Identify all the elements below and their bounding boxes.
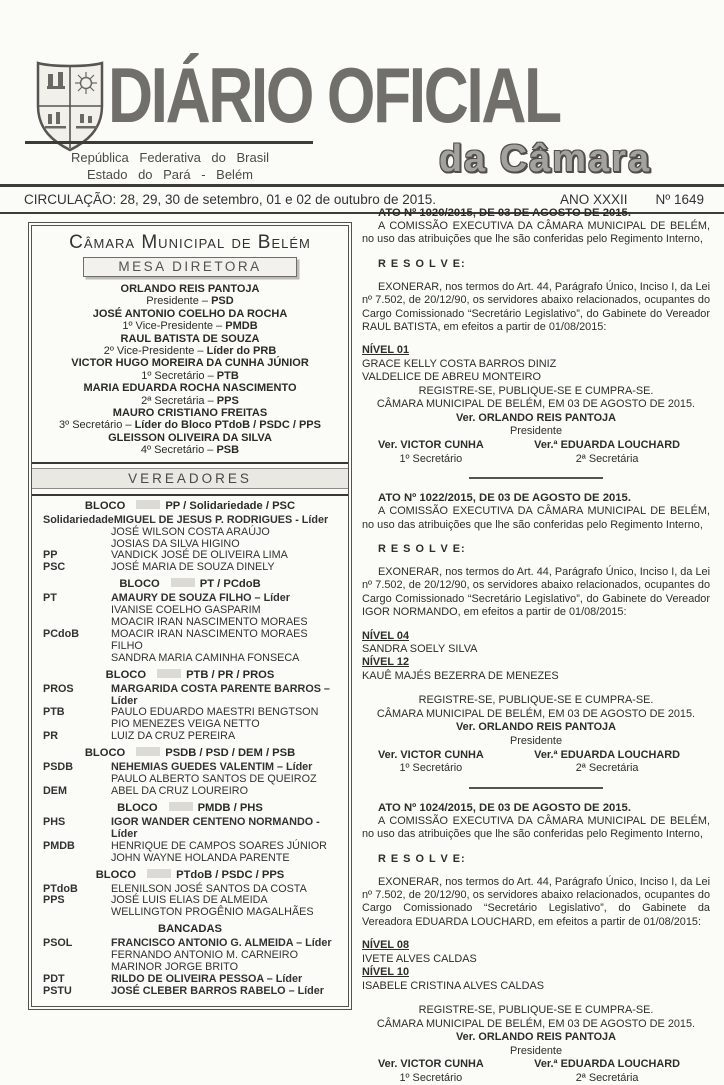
party-label: PROS: [43, 682, 74, 695]
resolve-heading: R E S O L V E:: [378, 852, 466, 865]
member-role: [39, 345, 341, 357]
servant-name: IVETE ALVES CALDAS: [362, 952, 477, 965]
edition-number: Nº 1649: [655, 192, 704, 207]
register-line: REGISTRE-SE, PUBLIQUE-SE E CUMPRA-SE.: [418, 694, 654, 707]
bloc-header: [39, 578, 341, 591]
level-label: NÍVEL 01: [362, 344, 410, 357]
party-label: [39, 907, 111, 919]
member-name: JOSÉ MARIA DE SOUZA DINELY: [111, 561, 275, 574]
party-label: [39, 853, 111, 865]
party-label: PTdoB: [43, 882, 78, 895]
council-directory-box: [28, 222, 352, 1010]
member-name: JOSÉ WILSON COSTA ARAÚJO: [111, 525, 270, 538]
council-member-row: [39, 629, 341, 653]
secretaries-signatures: [362, 439, 710, 466]
party-label: PCdoB: [43, 627, 79, 640]
secretary-name: Ver. VICTOR CUNHA: [378, 439, 484, 452]
party-label: Solidariedade: [43, 513, 114, 526]
year-label: ANO XXXII: [560, 192, 628, 207]
bloc-parties: PTdoB / PSDC / PPS: [176, 868, 285, 881]
member-role: [39, 320, 341, 332]
party-label: [39, 653, 111, 665]
council-member-row: [39, 907, 341, 919]
secretary-role: 2ª Secretária: [575, 1071, 639, 1084]
register-line: REGISTRE-SE, PUBLIQUE-SE E CUMPRA-SE.: [418, 1003, 654, 1016]
member-name: MIGUEL DE JESUS P. RODRIGUES - Líder: [113, 513, 329, 526]
camara-line: CÂMARA MUNICIPAL DE BELÉM, EM 03 DE AGOSTO DE 2015.: [376, 1017, 696, 1030]
president-signature: Ver. ORLANDO REIS PANTOJA: [456, 1031, 616, 1044]
bloc-header: [39, 869, 341, 882]
gazette-title: DIÁRIO OFICIAL: [108, 51, 560, 139]
party-text: PSD: [211, 295, 234, 308]
divider-rule: [32, 494, 348, 496]
levels-list: [362, 344, 710, 384]
ato-intro: A COMISSÃO EXECUTIVA DA CÂMARA MUNICIPAL DE BELÉM, no uso das atribuições que lhe são conferidas pelo Regimento Interno,: [362, 505, 710, 531]
role-text: 4º Secretário –: [140, 444, 214, 457]
acts-column: [362, 206, 710, 1085]
council-member-row: [39, 853, 341, 865]
council-title: Câmara Municipal de Belém: [69, 232, 311, 253]
secretary-name: Ver. VICTOR CUNHA: [378, 1058, 484, 1071]
ato-title: ATO Nº 1020/2015, DE 03 DE AGOSTO DE 2015.: [378, 207, 631, 219]
bloc-label: BLOCO: [95, 868, 137, 881]
secretary-name: Ver.ª EDUARDA LOUCHARD: [534, 748, 680, 761]
member-name: MARINOR JORGE BRITO: [111, 961, 238, 974]
bloc-label: BLOCO: [105, 668, 147, 681]
secretaries-signatures: [362, 1058, 710, 1085]
council-member-row: [39, 562, 341, 574]
member-name: JOHN WAYNE HOLANDA PARENTE: [111, 851, 290, 864]
secretary-1: [378, 749, 484, 776]
member-name: PAULO ALBERTO SANTOS DE QUEIROZ: [111, 773, 317, 786]
party-label: PHS: [43, 815, 66, 828]
shade-mark: [171, 578, 195, 587]
member-name: JOSÉ LUIS ELIAS DE ALMEIDA: [111, 894, 268, 907]
act-divider: [469, 787, 603, 789]
secretary-1: [378, 1058, 484, 1085]
member-name: VICTOR HUGO MOREIRA DA CUNHA JÚNIOR: [71, 357, 309, 370]
divider-rule: [32, 462, 348, 464]
secretary-name: Ver.ª EDUARDA LOUCHARD: [534, 439, 680, 452]
member-name: LUIZ DA CRUZ PEREIRA: [111, 730, 236, 743]
council-member-row: [39, 841, 341, 853]
member-role: [39, 295, 341, 307]
role-text: 3º Secretário –: [59, 419, 132, 432]
role-text: 2º Vice-Presidente –: [103, 345, 204, 358]
mesa-member: [39, 382, 341, 407]
secretary-role: 1º Secretário: [399, 452, 463, 465]
president-role: Presidente: [509, 425, 563, 438]
party-text: Líder do Bloco PTdoB / PSDC / PPS: [134, 419, 321, 432]
level-label: NÍVEL 10: [362, 966, 410, 979]
president-signature: Ver. ORLANDO REIS PANTOJA: [456, 411, 616, 424]
ato-body: EXONERAR, nos termos do Art. 44, Parágrafo Único, Inciso I, da Lei nº 7.502, de 20/12/90, os servidores abaixo relacionados, ocupantes do Cargo Comissionado “Secretário Legislativo”, do Gabinete do Vereador IGOR NORMANDO, em efeitos a partir de 01/08/2015:: [362, 566, 710, 619]
party-label: [39, 605, 111, 617]
member-name: ABEL DA CRUZ LOUREIRO: [111, 785, 248, 797]
federation-line-1: República Federativa do Brasil: [70, 150, 270, 165]
party-label: DEM: [43, 785, 67, 797]
shade-mark: [136, 500, 160, 509]
member-name: NEHEMIAS GUEDES VALENTIM – Líder: [111, 761, 313, 774]
member-name: HENRIQUE DE CAMPOS SOARES JÚNIOR: [111, 839, 327, 852]
mesa-member: [39, 407, 341, 432]
mesa-diretora-heading: MESA DIRETORA: [83, 257, 297, 277]
ato-body: EXONERAR, nos termos do Art. 44, Parágrafo Único, Inciso I, da Lei nº 7.502, de 20/12/90, os servidores abaixo relacionados, ocupantes do Cargo Comissionado “Secretário Legislativo”, do Gabinete da Vereadora EDUARDA LOUCHARD, em efeitos a partir de 01/08/2015:: [362, 875, 710, 928]
member-name: RILDO DE OLIVEIRA PESSOA – Líder: [111, 972, 303, 985]
bancadas-heading: BANCADAS: [157, 923, 223, 936]
closing-block: [362, 1004, 710, 1058]
secretary-role: 1º Secretário: [399, 1071, 463, 1084]
party-label: PSOL: [43, 937, 73, 950]
gazette-subtitle: da Câmara: [438, 138, 652, 180]
ato-intro: A COMISSÃO EXECUTIVA DA CÂMARA MUNICIPAL DE BELÉM, no uso das atribuições que lhe são conferidas pelo Regimento Interno,: [362, 814, 710, 841]
role-text: 1º Vice-Presidente –: [122, 320, 223, 333]
member-name: IVANISE COELHO GASPARIM: [111, 604, 261, 617]
member-name: MARGARIDA COSTA PARENTE BARROS – Líder: [111, 682, 330, 707]
council-member-row: [39, 653, 341, 665]
member-role: [39, 370, 341, 382]
camara-line: CÂMARA MUNICIPAL DE BELÉM, EM 03 DE AGOSTO DE 2015.: [376, 398, 696, 411]
role-text: 2ª Secretária –: [141, 394, 214, 407]
member-name: AMAURY DE SOUZA FILHO – Líder: [111, 592, 290, 605]
secretary-role: 2ª Secretária: [575, 762, 639, 775]
party-label: PSC: [43, 561, 66, 574]
level-label: NÍVEL 12: [362, 656, 410, 669]
party-label: PMDB: [43, 839, 75, 852]
council-member-row: [39, 684, 341, 708]
party-label: [39, 527, 111, 539]
member-name: MOACIR IRAN NASCIMENTO MORAES FILHO: [111, 627, 308, 652]
secretary-role: 2ª Secretária: [575, 452, 639, 465]
member-name: WELLINGTON PROGÊNIO MAGALHÃES: [111, 906, 314, 919]
level-label: NÍVEL 04: [362, 629, 410, 642]
member-name: PAULO EDUARDO MAESTRI BENGTSON: [111, 706, 319, 719]
ato-title: ATO Nº 1022/2015, DE 03 DE AGOSTO DE 2015.: [378, 492, 631, 505]
servant-name: GRACE KELLY COSTA BARROS DINIZ: [362, 357, 557, 370]
council-member-row: [39, 817, 341, 841]
member-name: GLEISSON OLIVEIRA DA SILVA: [108, 431, 272, 444]
bloc-label: BLOCO: [84, 747, 126, 760]
federation-line-2: Estado do Pará - Belém: [86, 167, 254, 182]
federation-lines: [28, 149, 312, 183]
mesa-member: [39, 283, 341, 308]
council-member-row: [39, 515, 341, 527]
member-name: IGOR WANDER CENTENO NORMANDO - Líder: [111, 815, 320, 840]
resolve-heading: R E S O L V E:: [378, 257, 466, 270]
secretary-2: [534, 439, 680, 466]
mesa-member: [39, 308, 341, 333]
bloc-label: BLOCO: [117, 801, 158, 814]
council-member-row: [39, 786, 341, 798]
member-role: [39, 444, 341, 456]
bloc-parties: PMDB / PHS: [197, 801, 263, 814]
secretary-2: [534, 1058, 680, 1085]
shade-mark: [169, 802, 193, 811]
president-signature: Ver. ORLANDO REIS PANTOJA: [456, 721, 616, 734]
mesa-member: [39, 333, 341, 358]
bloc-parties: PT / PCdoB: [199, 578, 261, 591]
bloc-label: BLOCO: [119, 578, 160, 591]
party-label: [39, 950, 111, 962]
president-role: Presidente: [509, 735, 563, 748]
bloc-parties: PSDB / PSD / DEM / PSB: [165, 747, 296, 760]
ato-body: EXONERAR, nos termos do Art. 44, Parágrafo Único, Inciso I, da Lei nº 7.502, de 20/12/90, os servidores abaixo relacionados, ocupantes do Cargo Comissionado “Secretário Legislativo”, do Gabinete do Vereador RAUL BATISTA, em efeitos a partir de 01/08/2015:: [362, 280, 710, 334]
bloc-parties: PTB / PR / PROS: [186, 668, 275, 681]
ato-title: ATO Nº 1024/2015, DE 03 DE AGOSTO DE 2015.: [378, 801, 631, 814]
member-name: MARIA EDUARDA ROCHA NASCIMENTO: [83, 382, 297, 395]
member-name: JOSÉ ANTONIO COELHO DA ROCHA: [92, 307, 288, 320]
party-label: PP: [43, 549, 58, 562]
member-name: FRANCISCO ANTONIO G. ALMEIDA – Líder: [111, 937, 332, 950]
party-text: PMDB: [225, 320, 258, 333]
member-name: JOSÉ CLEBER BARROS RABELO – Líder: [111, 984, 324, 997]
member-name: MOACIR IRAN NASCIMENTO MORAES: [111, 616, 308, 629]
party-text: Líder do PRB: [206, 345, 277, 358]
closing-block: [362, 694, 710, 748]
council-member-row: [39, 731, 341, 743]
secretary-role: 1º Secretário: [399, 762, 463, 775]
levels-list: [362, 939, 710, 993]
member-name: SANDRA MARIA CAMINHA FONSECA: [111, 651, 300, 664]
ato-1024: [362, 801, 710, 1085]
bloc-header: [39, 747, 341, 760]
member-role: [39, 395, 341, 407]
ato-1022: [362, 491, 710, 776]
bloc-header: [39, 802, 341, 815]
member-name: VANDICK JOSÉ DE OLIVEIRA LIMA: [111, 549, 288, 562]
secretary-1: [378, 439, 484, 466]
ato-intro: A COMISSÃO EXECUTIVA DA CÂMARA MUNICIPAL DE BELÉM, no uso das atribuições que lhe são conferidas pelo Regimento Interno,: [362, 220, 710, 246]
servant-name: VALDELICE DE ABREU MONTEIRO: [362, 371, 541, 384]
act-divider: [469, 477, 603, 479]
member-name: MAURO CRISTIANO FREITAS: [112, 407, 268, 420]
servant-name: ISABELE CRISTINA ALVES CALDAS: [362, 979, 544, 992]
role-text: 1º Secretário –: [141, 369, 214, 382]
shade-mark: [147, 869, 171, 878]
member-name: FERNANDO ANTONIO M. CARNEIRO: [111, 949, 298, 962]
vereadores-heading: VEREADORES: [32, 468, 348, 489]
mesa-member: [39, 357, 341, 382]
member-name: RAUL BATISTA DE SOUZA: [120, 332, 260, 345]
secretaries-signatures: [362, 749, 710, 776]
header-rule: [25, 141, 313, 144]
council-member-row: [39, 986, 341, 998]
camara-line: CÂMARA MUNICIPAL DE BELÉM, EM 03 DE AGOSTO DE 2015.: [376, 707, 696, 720]
shade-mark: [136, 747, 160, 756]
party-label: PSTU: [43, 984, 72, 997]
secretary-name: Ver. VICTOR CUNHA: [378, 748, 484, 761]
bloc-header: [39, 500, 341, 513]
party-label: PSDB: [43, 761, 73, 774]
member-role: [39, 419, 341, 431]
member-name: JOSIAS DA SILVA HIGINO: [111, 537, 240, 550]
bloc-label: BLOCO: [84, 499, 126, 512]
level-label: NÍVEL 08: [362, 939, 410, 952]
secretary-2: [534, 749, 680, 776]
servant-name: SANDRA SOELY SILVA: [362, 643, 478, 656]
council-member-row: [39, 527, 341, 539]
bloc-header: [39, 669, 341, 682]
party-text: PPS: [216, 394, 239, 407]
secretary-name: Ver.ª EDUARDA LOUCHARD: [534, 1058, 680, 1071]
party-label: PPS: [43, 894, 65, 907]
party-label: PR: [43, 730, 58, 743]
resolve-heading: R E S O L V E:: [378, 543, 466, 556]
party-label: PT: [43, 592, 57, 605]
shade-mark: [157, 669, 181, 678]
party-text: PSB: [216, 444, 240, 457]
member-name: ORLANDO REIS PANTOJA: [120, 283, 260, 295]
party-text: PTB: [216, 369, 239, 382]
party-label: PDT: [43, 972, 65, 985]
role-text: Presidente –: [146, 295, 209, 308]
levels-list: [362, 630, 710, 684]
ato-1020: [362, 206, 710, 466]
servant-name: KAUÊ MAJÉS BEZERRA DE MENEZES: [362, 669, 559, 682]
party-label: PTB: [43, 706, 65, 719]
president-role: Presidente: [509, 1044, 563, 1057]
bloc-parties: PP / Solidariedade / PSC: [165, 499, 296, 512]
member-name: PIO MENEZES VEIGA NETTO: [111, 718, 260, 731]
mesa-member: [39, 432, 341, 457]
circulation-text: CIRCULAÇÃO: 28, 29, 30 de setembro, 01 e 02 de outubro de 2015.: [24, 192, 437, 207]
closing-block: [362, 385, 710, 439]
member-name: ELENILSON JOSÉ SANTOS DA COSTA: [111, 882, 307, 895]
register-line: REGISTRE-SE, PUBLIQUE-SE E CUMPRA-SE.: [418, 384, 654, 397]
